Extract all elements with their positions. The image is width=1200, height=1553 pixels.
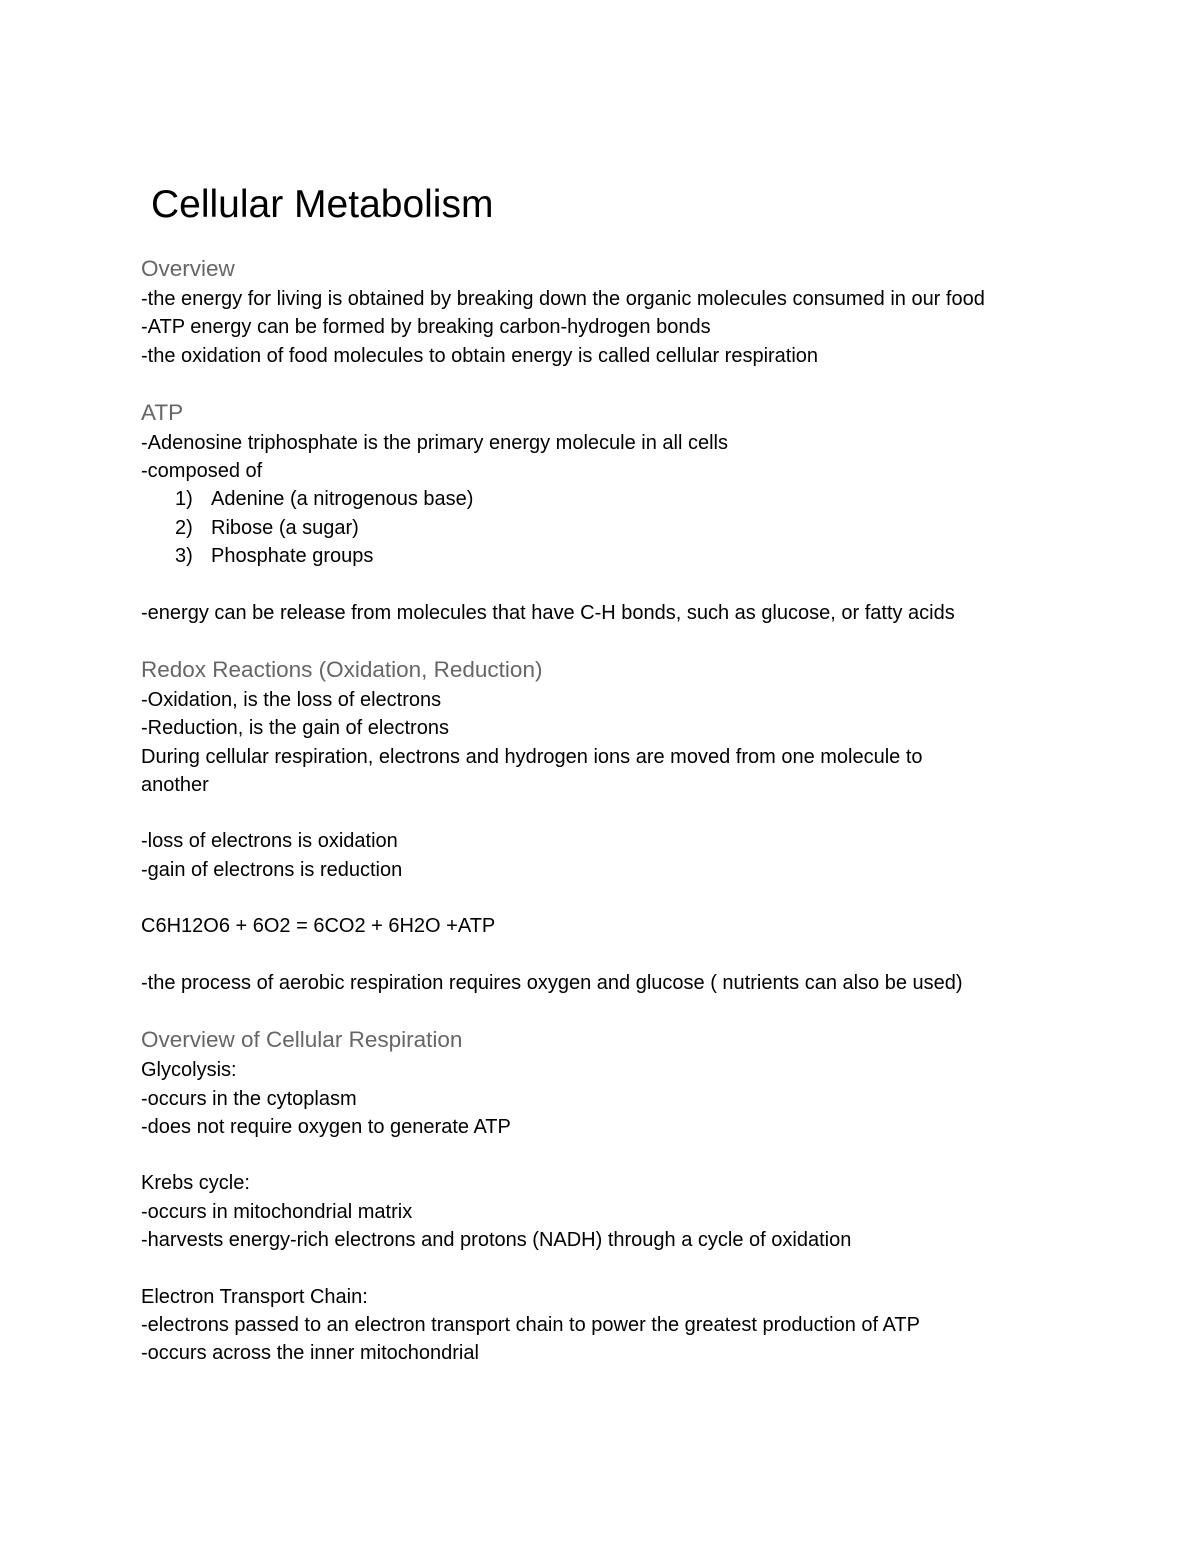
blank-line: [141, 1141, 1141, 1169]
paragraph-line: -energy can be release from molecules that have C-H bonds, such as glucose, or fatty acids: [141, 601, 955, 624]
paragraph-line: -ATP energy can be formed by breaking carbon-hydrogen bonds: [141, 316, 711, 339]
paragraph-line: -Oxidation, is the loss of electrons: [141, 688, 442, 711]
paragraph-line: -occurs in mitochondrial matrix: [141, 1200, 413, 1223]
paragraph-line: -Reduction, is the gain of electrons: [141, 717, 449, 740]
paragraph-line: -the oxidation of food molecules to obtain energy is called cellular respiration: [141, 344, 819, 367]
paragraph-line: -electrons passed to an electron transport chain to power the greatest production of ATP: [141, 1313, 920, 1336]
equation-line: C6H12O6 + 6O2 = 6CO2 + 6H2O +ATP: [141, 915, 496, 938]
blank-line: [141, 884, 1141, 912]
list-item: [141, 485, 1141, 513]
paragraph-line: -occurs across the inner mitochondrial: [141, 1342, 479, 1365]
list-item-number: 2): [175, 516, 193, 539]
document-body: [141, 252, 1141, 1368]
paragraph-line: -the energy for living is obtained by breaking down the organic molecules consumed in our food: [141, 288, 985, 310]
blank-line: [141, 799, 1141, 827]
paragraph-line: -loss of electrons is oxidation: [141, 830, 398, 853]
list-item-text: Phosphate groups: [211, 545, 374, 568]
section-heading-atp: ATP: [141, 399, 184, 425]
paragraph-line: -harvests energy-rich electrons and protons (NADH) through a cycle of oxidation: [141, 1229, 852, 1252]
subheading-krebs: Krebs cycle:: [141, 1172, 250, 1195]
section-heading-overview: Overview: [141, 256, 235, 281]
document-title: Cellular Metabolism: [151, 183, 494, 226]
section-heading-redox: Redox Reactions (Oxidation, Reduction): [141, 656, 543, 682]
list-item-number: 1): [175, 488, 193, 511]
paragraph-line: During cellular respiration, electrons and hydrogen ions are moved from one molecule to: [141, 745, 923, 768]
paragraph-line: -occurs in the cytoplasm: [141, 1087, 357, 1110]
list-item: [141, 542, 1141, 570]
paragraph-line: -Adenosine triphosphate is the primary energy molecule in all cells: [141, 431, 728, 454]
blank-line: [141, 570, 1141, 598]
paragraph-line: -composed of: [141, 460, 263, 483]
blank-line: [141, 1254, 1141, 1282]
list-item: [141, 514, 1141, 542]
list-item-text: Ribose (a sugar): [211, 516, 359, 539]
section-heading-respiration: Overview of Cellular Respiration: [141, 1027, 463, 1053]
paragraph-line: -gain of electrons is reduction: [141, 858, 403, 881]
subheading-glycolysis: Glycolysis:: [141, 1059, 237, 1082]
blank-line: [141, 941, 1141, 969]
paragraph-line: another: [141, 773, 209, 796]
paragraph-line: -the process of aerobic respiration requires oxygen and glucose ( nutrients can also be used): [141, 971, 963, 994]
paragraph-line: -does not require oxygen to generate ATP: [141, 1115, 511, 1138]
list-item-text: Adenine (a nitrogenous base): [211, 488, 474, 511]
subheading-etc: Electron Transport Chain:: [141, 1285, 368, 1308]
list-item-number: 3): [175, 545, 193, 568]
